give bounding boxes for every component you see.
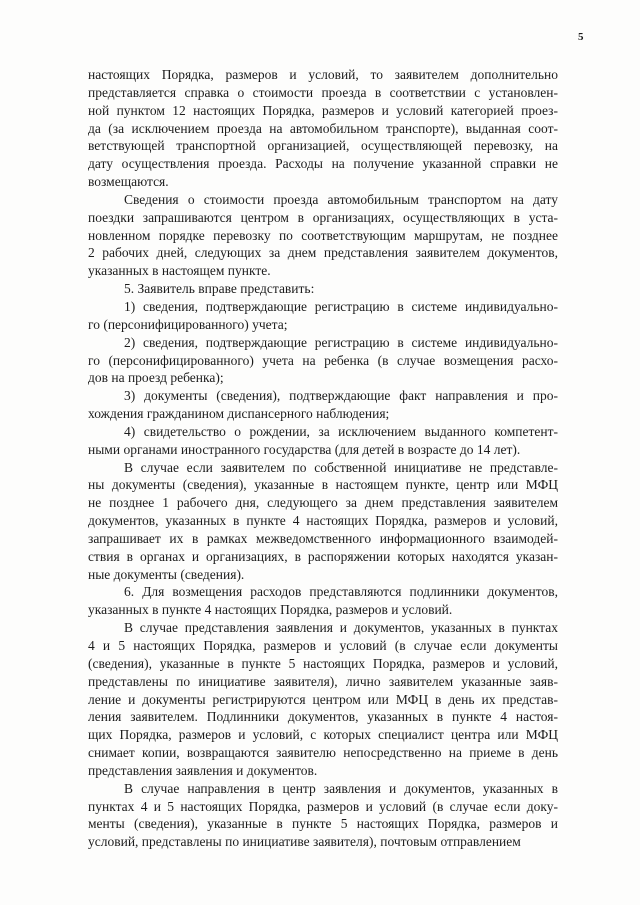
text-line: да (за исключением проезда на автомобильном транспорте), выданная соот-: [88, 120, 558, 136]
text-line: документов, указанных в пункте 4 настоящих Порядка, размеров и условий,: [88, 513, 558, 529]
text-line: 6. Для возмещения расходов представляются подлинники документов,: [124, 584, 558, 600]
paragraph: [88, 298, 558, 334]
text-line: снимает копии, возвращаются заявителю непосредственно на приеме в день: [88, 745, 558, 761]
text-line: 5. Заявитель вправе представить:: [124, 281, 315, 297]
text-line: пунктах 4 и 5 настоящих Порядка, размеров и условий (в случае если доку-: [88, 798, 558, 814]
document-body: [88, 66, 558, 851]
text-line: 4 и 5 настоящих Порядка, размеров и условий (в случае если документы: [88, 638, 558, 653]
text-line: 2 рабочих дней, следующих за днем представления заявителем документов,: [88, 245, 558, 261]
text-line: ные документы (сведения).: [88, 566, 245, 582]
text-line: щих Порядка, размеров и условий, с которых специалист центра или МФЦ: [88, 727, 558, 743]
text-line: В случае направления в центр заявления и документов, указанных в: [124, 780, 558, 796]
text-line: представлены по инициативе заявителя), лично заявителем указанные заяв-: [88, 673, 558, 689]
text-line: го (персонифицированного) учета на ребенка (в случае возмещения расхо-: [88, 352, 558, 368]
text-line: возмещаются.: [88, 174, 169, 190]
text-line: 3) документы (сведения), подтверждающие факт направления и про-: [124, 388, 558, 404]
paragraph: [88, 423, 558, 459]
text-line: представления заявления и документов.: [88, 762, 318, 778]
text-line: В случае если заявителем по собственной инициативе не представле-: [124, 459, 558, 475]
text-line: 1) сведения, подтверждающие регистрацию в системе индивидуально-: [124, 298, 558, 314]
text-line: го (персонифицированного) учета;: [88, 316, 288, 332]
text-line: поездки запрашиваются центром в организациях, осуществляющих в уста-: [88, 209, 558, 225]
text-line: ления заявителем. Подлинники документов, указанных в пункте 4 настоя-: [88, 709, 558, 725]
paragraph: [88, 619, 558, 780]
text-line: ными органами иностранного государства (для детей в возрасте до 14 лет).: [88, 441, 521, 457]
text-line: не позднее 1 рабочего дня, следующего за днем представления заявителем: [88, 495, 558, 511]
text-line: 4) свидетельство о рождении, за исключением выданного компетент-: [124, 423, 558, 439]
text-line: дов на проезд ребенка);: [88, 370, 224, 386]
text-line: В случае представления заявления и документов, указанных в пунктах: [124, 620, 558, 636]
text-line: (сведения), указанные в пункте 5 настоящих Порядка, размеров и условий,: [88, 655, 558, 671]
page-number: 5: [578, 31, 584, 43]
paragraph: [88, 780, 558, 851]
text-line: хождения гражданином диспансерного наблюдения;: [88, 406, 390, 422]
paragraph: [88, 334, 558, 388]
text-line: указанных в пункте 4 настоящих Порядка, размеров и условий.: [88, 602, 453, 618]
paragraph: [88, 583, 558, 619]
text-line: представляется справка о стоимости проезда в соответствии с установлен-: [88, 84, 558, 100]
text-line: дату осуществления проезда. Расходы на получение указанной справки не: [88, 156, 558, 172]
paragraph: [88, 66, 558, 191]
text-line: менты (сведения), указанные в пункте 5 настоящих Порядка, размеров и: [88, 816, 558, 832]
text-line: условий, представлены по инициативе заявителя), почтовым отправлением: [88, 834, 521, 850]
text-line: указанных в настоящем пункте.: [88, 263, 271, 279]
text-line: ной пунктом 12 настоящих Порядка, размеров и условий категорией проез-: [88, 102, 558, 118]
text-line: ствия в органах и организациях, в распоряжении которых находятся указан-: [88, 548, 558, 564]
text-line: 2) сведения, подтверждающие регистрацию в системе индивидуально-: [124, 334, 558, 350]
text-line: ны документы (сведения), указанные в настоящем пункте, центр или МФЦ: [88, 477, 558, 493]
text-line: настоящих Порядка, размеров и условий, то заявителем дополнительно: [88, 67, 558, 82]
paragraph: [88, 387, 558, 423]
text-line: ветствующей транспортной организацией, осуществляющей перевозку, на: [88, 138, 558, 154]
paragraph: [88, 459, 558, 584]
paragraph: [88, 280, 558, 298]
text-line: запрашивает их в рамках межведомственного информационного взаимодей-: [88, 530, 558, 546]
text-line: ление и документы регистрируются центром или МФЦ в день их представ-: [88, 691, 558, 707]
text-line: Сведения о стоимости проезда автомобильным транспортом на дату: [124, 191, 558, 207]
text-line: новленном порядке перевозку по соответствующим маршрутам, не позднее: [88, 227, 558, 243]
paragraph: [88, 191, 558, 280]
